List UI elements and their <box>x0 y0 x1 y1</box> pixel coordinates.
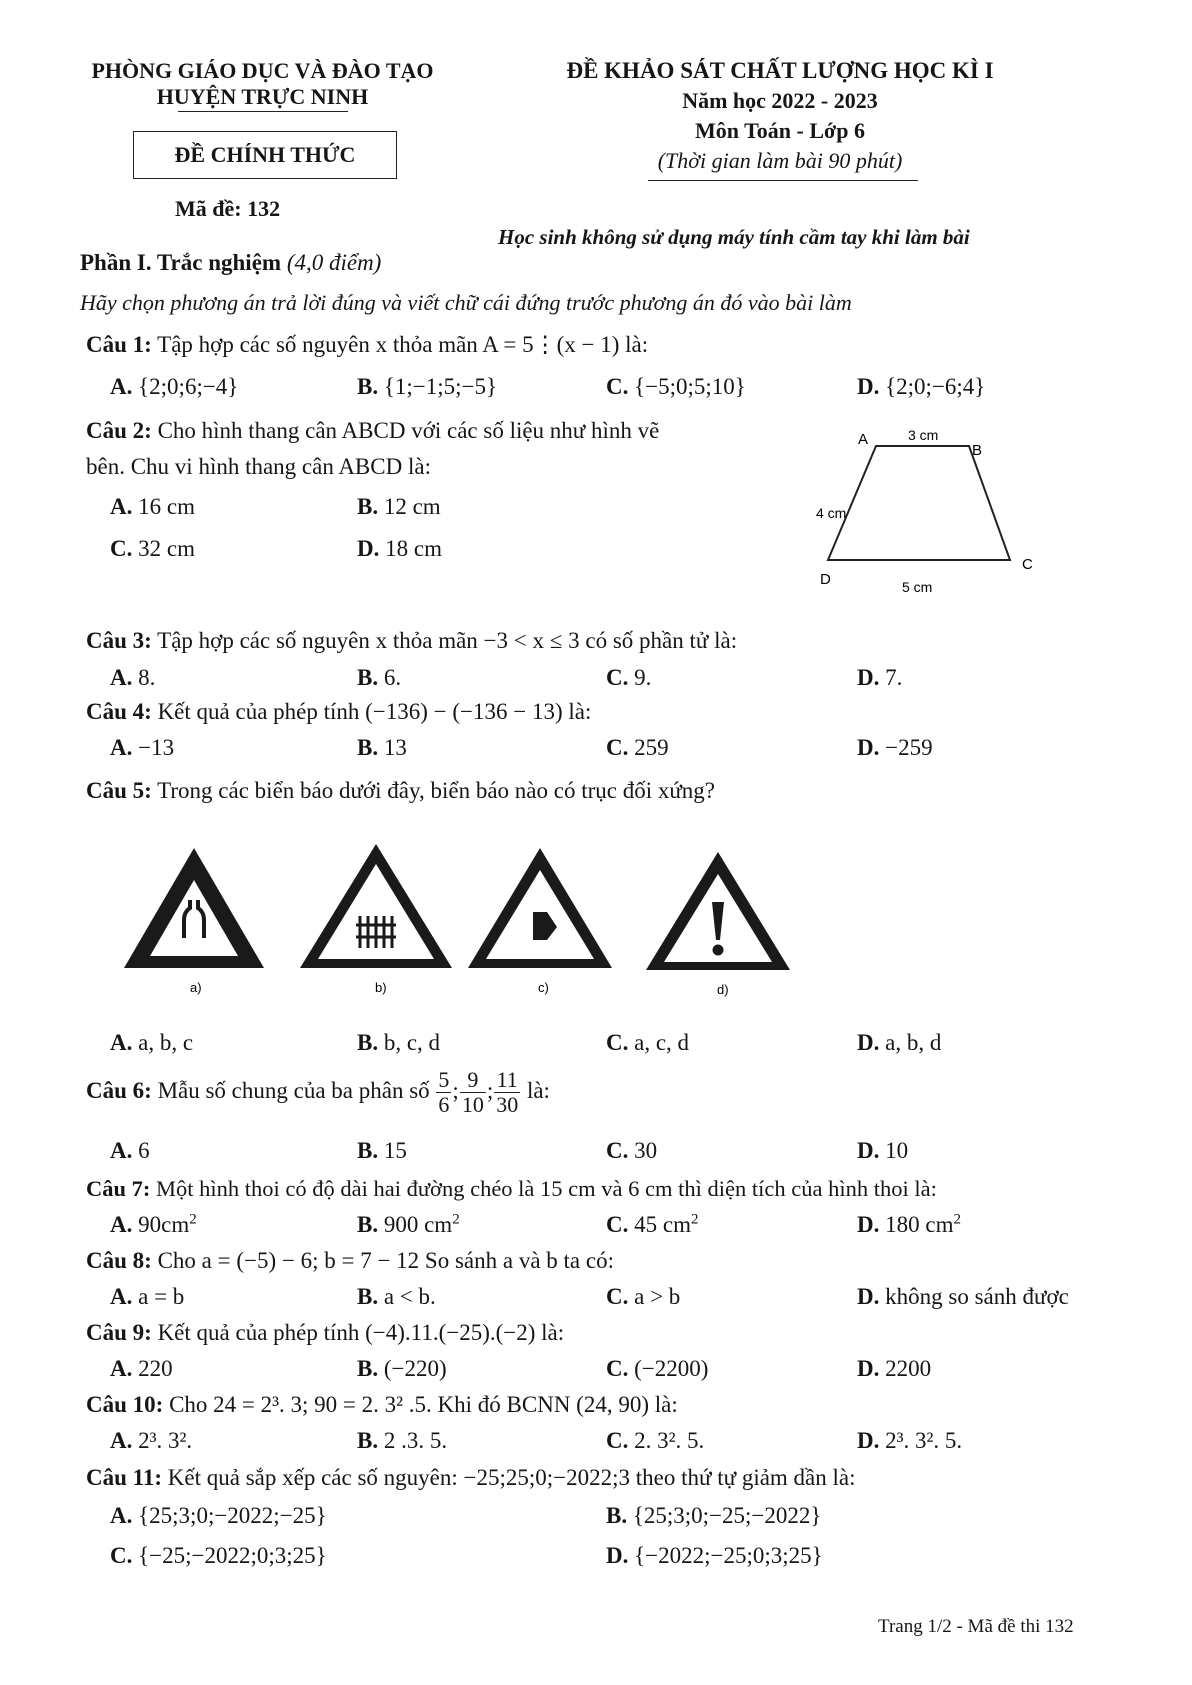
option-text: {2;0;6;−4} <box>138 374 239 399</box>
question-text: Một hình thoi có độ dài hai đường chéo là 15 cm và 6 cm thì diện tích của hình thoi là: <box>156 1176 937 1201</box>
subject: Môn Toán - Lớp 6 <box>695 118 865 143</box>
sign-a-label: a) <box>190 980 202 995</box>
question-5 <box>86 778 715 804</box>
option-letter: A. <box>110 1030 133 1055</box>
vertex-d-label: D <box>820 571 831 588</box>
vertex-b-label: B <box>972 442 983 459</box>
traffic-signs <box>120 840 810 1005</box>
option-d[interactable] <box>857 665 902 691</box>
question-3 <box>86 628 737 654</box>
option-b[interactable] <box>357 374 497 400</box>
option-text: 220 <box>138 1356 173 1381</box>
question-label: Câu 6: <box>86 1077 152 1103</box>
option-letter: D. <box>606 1543 629 1568</box>
option-c[interactable] <box>110 1543 327 1569</box>
option-b[interactable] <box>357 494 441 520</box>
question-text: Cho hình thang cân ABCD với các số liệu như hình vẽ <box>157 418 660 443</box>
option-letter: A. <box>110 374 133 399</box>
option-letter: A. <box>110 1284 133 1309</box>
fraction-2 <box>460 1068 486 1117</box>
option-b[interactable] <box>357 1212 460 1238</box>
option-c[interactable] <box>606 1428 704 1454</box>
option-c[interactable] <box>606 735 669 761</box>
option-d[interactable] <box>857 1356 931 1382</box>
option-text: {1;−1;5;−5} <box>383 374 498 399</box>
option-letter: A. <box>110 665 133 690</box>
option-c[interactable] <box>606 1284 680 1310</box>
option-letter: B. <box>357 1138 379 1163</box>
question-text: Kết quả của phép tính (−4).11.(−25).(−2) là: <box>157 1320 565 1345</box>
option-letter: D. <box>857 1428 880 1453</box>
option-sup: 2 <box>953 1211 961 1228</box>
sign-d-warning-icon <box>646 852 790 970</box>
option-text: 6. <box>383 665 402 690</box>
trapezoid-figure <box>800 420 1060 605</box>
option-d[interactable] <box>857 1428 962 1454</box>
option-letter: B. <box>357 1356 379 1381</box>
part1-instruction: Hãy chọn phương án trả lời đúng và viết chữ cái đứng trước phương án đó vào bài làm <box>80 290 852 315</box>
option-text: a, c, d <box>634 1030 690 1055</box>
question-label: Câu 11: <box>86 1465 163 1490</box>
option-text: 6 <box>138 1138 150 1163</box>
question-9 <box>86 1320 564 1346</box>
option-b[interactable] <box>357 1428 447 1454</box>
official-box: ĐỀ CHÍNH THỨC <box>133 131 397 179</box>
option-letter: D. <box>857 1284 880 1309</box>
question-text: Trong các biển báo dưới đây, biển báo nào có trục đối xứng? <box>157 778 716 803</box>
option-letter: C. <box>606 1356 629 1381</box>
question-6: Câu 6: Mẫu số chung của ba phân số $\frac{5}{6}$ ; $\frac{9}{10}$ ; $\frac{11}{30}$ là: <box>86 1067 550 1117</box>
option-a[interactable] <box>110 1284 184 1310</box>
option-d[interactable] <box>857 735 933 761</box>
option-letter: A. <box>110 1503 133 1528</box>
option-letter: C. <box>110 1543 133 1568</box>
fraction-1-den: 6 <box>438 1092 450 1117</box>
fraction-3-den: 30 <box>496 1092 519 1117</box>
question-label: Câu 8: <box>86 1248 152 1273</box>
option-a[interactable] <box>110 494 195 520</box>
option-letter: A. <box>110 735 133 760</box>
sign-c-right-of-way-icon <box>468 848 612 968</box>
option-a[interactable] <box>110 1428 192 1454</box>
option-c[interactable] <box>606 1030 689 1056</box>
option-text: {25;3;0;−2022;−25} <box>138 1503 327 1528</box>
exam-code: Mã đề: 132 <box>175 196 281 221</box>
option-d[interactable] <box>857 1138 908 1164</box>
option-text: {2;0;−6;4} <box>885 374 986 399</box>
option-letter: A. <box>110 1212 133 1237</box>
question-2 <box>86 418 659 444</box>
question-label: Câu 9: <box>86 1320 152 1345</box>
question-4 <box>86 699 591 725</box>
option-text: 2³. 3². 5. <box>885 1428 963 1453</box>
option-letter: B. <box>357 374 379 399</box>
option-text: (−220) <box>383 1356 447 1381</box>
option-text: 30 <box>634 1138 658 1163</box>
option-text: 10 <box>885 1138 909 1163</box>
option-text: a < b. <box>383 1284 436 1309</box>
option-text: −259 <box>885 735 933 760</box>
option-b[interactable] <box>357 735 407 761</box>
bottom-length-label: 5 cm <box>902 579 933 595</box>
option-sup: 2 <box>690 1211 699 1228</box>
option-letter: D. <box>857 735 880 760</box>
option-text: 18 cm <box>385 536 442 561</box>
vertex-a-label: A <box>858 431 869 448</box>
top-length-label: 3 cm <box>908 427 939 443</box>
option-a[interactable] <box>110 1356 173 1382</box>
option-text: 32 cm <box>138 536 195 561</box>
option-letter: D. <box>857 1138 880 1163</box>
option-d[interactable] <box>357 536 442 562</box>
part1-points: (4,0 điểm) <box>286 250 382 275</box>
option-text: 2 .3. 5. <box>383 1428 448 1453</box>
option-b[interactable] <box>357 1356 447 1382</box>
option-c[interactable] <box>606 665 651 691</box>
option-letter: B. <box>357 1428 379 1453</box>
option-text: 13 <box>383 735 407 760</box>
question-label: Câu 2: <box>86 418 152 443</box>
option-letter: B. <box>357 494 379 519</box>
option-text: 45 cm <box>634 1212 691 1237</box>
option-letter: A. <box>110 1138 133 1163</box>
question-text: Cho 24 = 2³. 3; 90 = 2. 3² .5. Khi đó BCNN (24, 90) là: <box>169 1392 678 1417</box>
option-letter: C. <box>606 1138 629 1163</box>
option-text: 16 cm <box>138 494 195 519</box>
option-text: 259 <box>634 735 669 760</box>
option-a[interactable] <box>110 735 174 761</box>
fraction-2-den: 10 <box>461 1092 484 1117</box>
option-text: 180 cm <box>885 1212 954 1237</box>
district-name: HUYỆN TRỰC NINH <box>156 84 369 109</box>
sign-a-road-narrows-icon <box>124 848 264 968</box>
side-length-label: 4 cm <box>816 505 847 521</box>
trapezoid-shape <box>828 446 1010 560</box>
calculator-note: Học sinh không sử dụng máy tính cầm tay khi làm bài <box>498 225 970 249</box>
option-letter: C. <box>606 735 629 760</box>
option-text: {−25;−2022;0;3;25} <box>138 1543 327 1568</box>
question-text-end: là: <box>526 1077 550 1103</box>
option-text: 2200 <box>885 1356 932 1381</box>
fraction-3 <box>494 1068 520 1117</box>
fraction-3-num: 11 <box>494 1068 520 1093</box>
duration: (Thời gian làm bài 90 phút) <box>657 148 903 173</box>
option-b[interactable] <box>357 665 401 691</box>
option-d[interactable] <box>606 1543 823 1569</box>
question-text: Tập hợp các số nguyên x thỏa mãn A = 5⋮(x − 1) là: <box>157 332 649 357</box>
question-label: Câu 1: <box>86 332 152 357</box>
option-text: (−2200) <box>634 1356 709 1381</box>
option-a[interactable] <box>110 1138 150 1164</box>
page-footer: Trang 1/2 - Mã đề thi 132 <box>878 1616 1074 1637</box>
option-letter: B. <box>357 1212 379 1237</box>
vertex-c-label: C <box>1022 556 1033 573</box>
option-letter: C. <box>606 1428 629 1453</box>
question-label: Câu 4: <box>86 699 152 724</box>
question-11 <box>86 1465 856 1491</box>
header-left-rule <box>178 111 348 112</box>
option-a[interactable] <box>110 1212 197 1238</box>
option-letter: B. <box>357 735 379 760</box>
option-d[interactable] <box>857 1030 941 1056</box>
option-letter: C. <box>606 374 629 399</box>
question-text: Kết quả sắp xếp các số nguyên: −25;25;0;−2022;3 theo thứ tự giảm dần là: <box>167 1465 856 1490</box>
option-text: 2³. 3². <box>138 1428 193 1453</box>
option-letter: B. <box>357 1030 379 1055</box>
option-a[interactable] <box>110 374 238 400</box>
option-letter: C. <box>110 536 133 561</box>
option-text: {25;3;0;−25;−2022} <box>632 1503 822 1528</box>
question-text: Mẫu số chung của ba phân số <box>157 1077 430 1103</box>
option-c[interactable] <box>606 1212 698 1238</box>
option-letter: D. <box>857 665 880 690</box>
option-letter: D. <box>857 1212 880 1237</box>
exam-title: ĐỀ KHẢO SÁT CHẤT LƯỢNG HỌC KÌ I <box>566 58 994 83</box>
option-text: 7. <box>885 665 903 690</box>
question-label: Câu 3: <box>86 628 152 653</box>
part1-heading <box>80 250 381 276</box>
option-sup: 2 <box>189 1211 197 1228</box>
option-a[interactable] <box>110 1030 193 1056</box>
option-letter: C. <box>606 665 629 690</box>
option-text: 900 cm <box>383 1212 453 1237</box>
part1-title: Phần I. Trắc nghiệm <box>80 250 282 275</box>
question-text: Kết quả của phép tính (−136) − (−136 − 13) là: <box>157 699 592 724</box>
sign-b-railway-gate-icon <box>300 844 452 968</box>
option-text: a, b, c <box>138 1030 194 1055</box>
option-d[interactable] <box>857 374 985 400</box>
question-label: Câu 5: <box>86 778 152 803</box>
option-b[interactable] <box>357 1284 436 1310</box>
option-letter: A. <box>110 1428 133 1453</box>
fraction-1 <box>436 1068 451 1117</box>
option-text: 9. <box>634 665 652 690</box>
option-text: 15 <box>383 1138 407 1163</box>
option-letter: D. <box>357 536 380 561</box>
option-c[interactable] <box>606 374 746 400</box>
question-7 <box>86 1176 937 1202</box>
fraction-2-num: 9 <box>460 1068 486 1093</box>
question-text: Cho a = (−5) − 6; b = 7 − 12 So sánh a và b ta có: <box>157 1248 614 1273</box>
option-letter: B. <box>606 1503 628 1528</box>
option-letter: D. <box>857 1356 880 1381</box>
option-d[interactable] <box>857 1212 961 1238</box>
option-letter: D. <box>857 374 880 399</box>
option-letter: A. <box>110 494 133 519</box>
option-c[interactable] <box>606 1138 657 1164</box>
option-text: −13 <box>138 735 175 760</box>
option-text: 2. 3². 5. <box>634 1428 705 1453</box>
option-letter: D. <box>857 1030 880 1055</box>
question-10 <box>86 1392 678 1418</box>
option-text: b, c, d <box>383 1030 441 1055</box>
option-b[interactable] <box>357 1030 440 1056</box>
fraction-1-num: 5 <box>438 1067 450 1092</box>
department-name: PHÒNG GIÁO DỤC VÀ ĐÀO TẠO <box>91 58 434 83</box>
option-text: {−5;0;5;10} <box>634 374 746 399</box>
question-label: Câu 10: <box>86 1392 164 1417</box>
option-text: 12 cm <box>383 494 441 519</box>
option-text: a > b <box>634 1284 681 1309</box>
sign-c-label: c) <box>538 980 549 995</box>
option-letter: C. <box>606 1030 629 1055</box>
option-text: {−2022;−25;0;3;25} <box>634 1543 823 1568</box>
option-letter: A. <box>110 1356 133 1381</box>
option-c[interactable] <box>110 536 195 562</box>
school-year: Năm học 2022 - 2023 <box>682 88 878 113</box>
option-letter: C. <box>606 1284 629 1309</box>
option-a[interactable] <box>110 1503 327 1529</box>
option-letter: B. <box>357 665 379 690</box>
option-c[interactable] <box>606 1356 708 1382</box>
option-letter: B. <box>357 1284 379 1309</box>
question-1 <box>86 332 648 358</box>
question-2-line2: bên. Chu vi hình thang cân ABCD là: <box>86 454 431 479</box>
question-8 <box>86 1248 614 1274</box>
option-letter: C. <box>606 1212 629 1237</box>
option-a[interactable] <box>110 665 155 691</box>
option-sup: 2 <box>452 1211 460 1228</box>
sign-d-label: d) <box>717 982 729 997</box>
option-b[interactable] <box>606 1503 821 1529</box>
option-d[interactable] <box>857 1284 1069 1310</box>
option-text: a = b <box>138 1284 185 1309</box>
sign-b-label: b) <box>375 980 387 995</box>
question-label: Câu 7: <box>86 1176 151 1201</box>
option-text: không so sánh được <box>885 1284 1069 1309</box>
question-text: Tập hợp các số nguyên x thỏa mãn −3 < x ≤ 3 có số phần tử là: <box>157 628 738 653</box>
option-text: 8. <box>138 665 156 690</box>
header-right-rule <box>648 180 918 181</box>
option-b[interactable] <box>357 1138 407 1164</box>
option-text: 90cm <box>138 1212 190 1237</box>
option-text: a, b, d <box>885 1030 942 1055</box>
